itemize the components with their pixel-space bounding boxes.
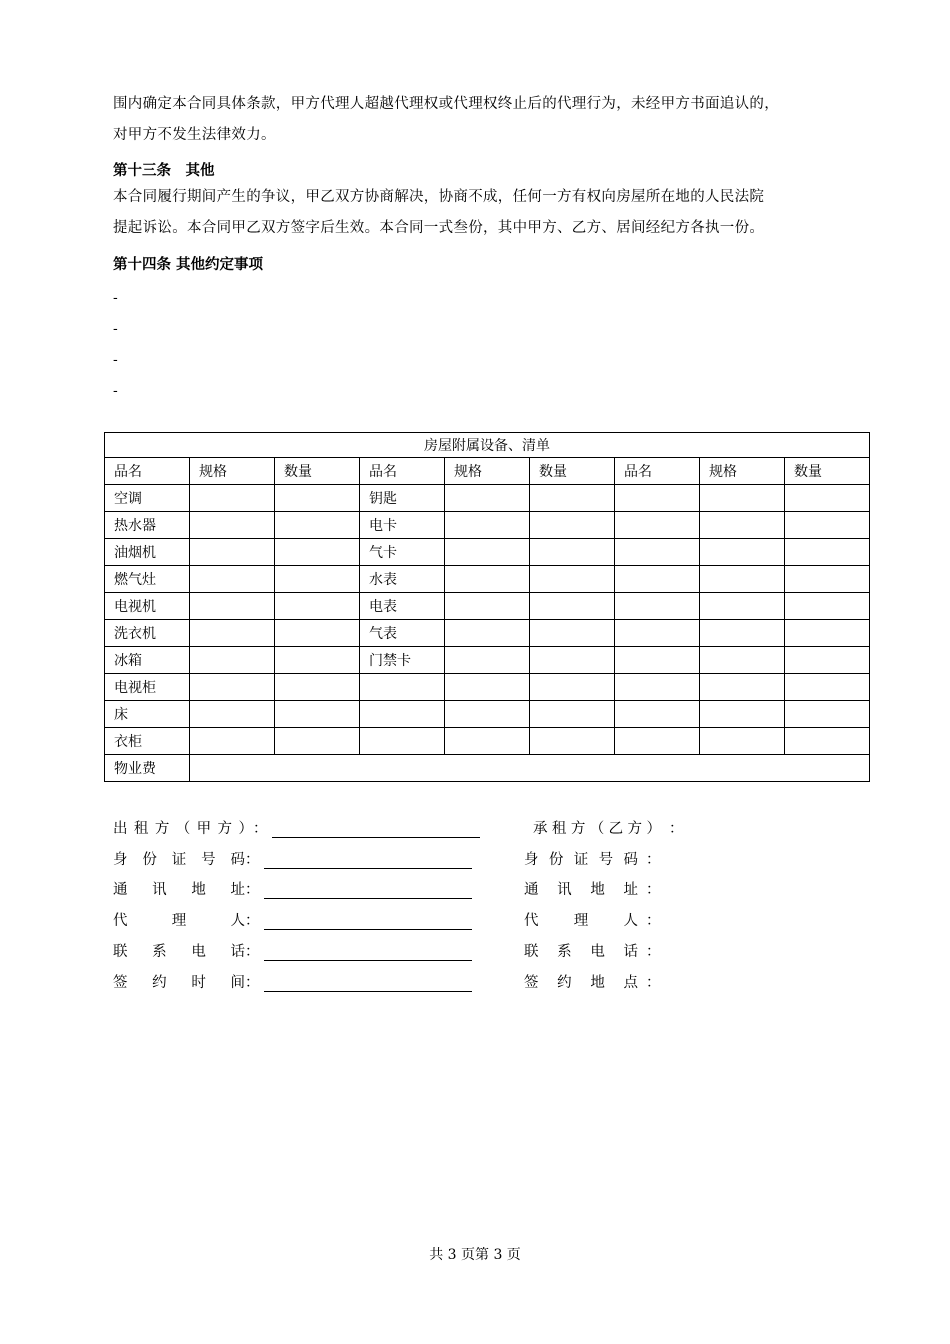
table-cell	[190, 593, 275, 620]
party-b-field-label: 签 约 地 点	[524, 975, 638, 991]
party-a-field-label: 通 讯 地 址	[113, 882, 245, 898]
table-cell	[190, 701, 275, 728]
article-13-paragraph	[113, 182, 873, 244]
table-cell	[615, 512, 700, 539]
column-header: 品名	[105, 458, 190, 485]
party-b-field	[524, 909, 661, 930]
column-header: 数量	[275, 458, 360, 485]
table-cell	[445, 485, 530, 512]
table-row	[105, 728, 870, 755]
table-cell: 水表	[360, 566, 445, 593]
table-cell	[785, 701, 870, 728]
table-cell	[275, 701, 360, 728]
party-b-field	[524, 848, 661, 869]
table-cell	[615, 674, 700, 701]
table-cell	[785, 593, 870, 620]
table-cell	[445, 593, 530, 620]
party-a-field	[113, 817, 480, 838]
column-header: 数量	[530, 458, 615, 485]
table-cell	[360, 728, 445, 755]
column-header: 规格	[190, 458, 275, 485]
table-row	[105, 674, 870, 701]
table-row	[105, 485, 870, 512]
table-cell	[360, 701, 445, 728]
page-footer: 共 3 页第 3 页	[429, 1247, 521, 1263]
party-b-field	[533, 817, 684, 838]
article-13-line-1: 本合同履行期间产生的争议，甲乙双方协商解决，协商不成，任何一方有权向房屋所在地的人民法院	[113, 189, 765, 205]
party-b-field-label: 承 租 方 （ 乙 方 ）	[533, 821, 661, 837]
intro-line-1: 围内确定本合同具体条款，甲方代理人超越代理权或代理权终止后的代理行为，未经甲方书面追认的，	[113, 96, 779, 112]
table-cell	[700, 674, 785, 701]
table-cell	[785, 566, 870, 593]
signature-blank-line[interactable]	[264, 913, 472, 930]
table-cell	[700, 647, 785, 674]
table-cell	[530, 593, 615, 620]
table-cell	[615, 620, 700, 647]
party-a-field-label: 代 理 人	[113, 913, 245, 929]
table-cell	[445, 728, 530, 755]
table-cell: 冰箱	[105, 647, 190, 674]
table-cell: 衣柜	[105, 728, 190, 755]
table-cell	[275, 593, 360, 620]
table-row	[105, 539, 870, 566]
table-cell	[615, 485, 700, 512]
table-cell	[275, 512, 360, 539]
table-cell: 电视机	[105, 593, 190, 620]
party-a-field	[113, 940, 472, 961]
party-a-field	[113, 971, 472, 992]
table-cell	[275, 674, 360, 701]
table-cell: 油烟机	[105, 539, 190, 566]
table-row	[105, 566, 870, 593]
table-cell	[530, 512, 615, 539]
table-cell: 洗衣机	[105, 620, 190, 647]
colon: ：	[669, 821, 684, 837]
table-cell	[275, 485, 360, 512]
column-header: 规格	[700, 458, 785, 485]
table-cell	[275, 647, 360, 674]
property-fee-value	[190, 755, 870, 782]
table-cell: 热水器	[105, 512, 190, 539]
table-cell	[700, 593, 785, 620]
table-cell	[445, 674, 530, 701]
party-b-field	[524, 878, 661, 899]
table-row	[105, 620, 870, 647]
intro-line-2: 对甲方不发生法律效力。	[113, 127, 276, 143]
table-cell: 燃气灶	[105, 566, 190, 593]
article-14-heading: 第十四条 其他约定事项	[113, 257, 264, 273]
colon: ：	[245, 852, 260, 868]
table-cell	[700, 485, 785, 512]
table-cell: 电视柜	[105, 674, 190, 701]
table-cell	[445, 539, 530, 566]
colon: ：	[646, 913, 661, 929]
table-title-row	[105, 433, 870, 458]
table-cell	[445, 647, 530, 674]
table-cell	[445, 512, 530, 539]
property-fee-label: 物业费	[105, 755, 190, 782]
table-cell	[785, 620, 870, 647]
colon: ：	[245, 882, 260, 898]
party-b-field-label: 通 讯 地 址	[524, 882, 638, 898]
table-cell	[275, 728, 360, 755]
signature-blank-line[interactable]	[264, 882, 472, 899]
table-cell	[530, 539, 615, 566]
table-cell	[615, 566, 700, 593]
table-row	[105, 593, 870, 620]
table-cell	[445, 566, 530, 593]
table-cell	[190, 647, 275, 674]
table-cell	[700, 512, 785, 539]
party-a-field	[113, 878, 472, 899]
table-cell	[275, 539, 360, 566]
table-cell: 电卡	[360, 512, 445, 539]
table-header-row	[105, 458, 870, 485]
article-13-heading: 第十三条 其他	[113, 163, 215, 179]
table-row-property-fee	[105, 755, 870, 782]
blank-item-4: -	[113, 383, 118, 399]
colon: ：	[646, 944, 661, 960]
table-cell	[530, 566, 615, 593]
table-cell	[615, 728, 700, 755]
colon: ：	[245, 913, 260, 929]
table-cell	[785, 485, 870, 512]
column-header: 品名	[360, 458, 445, 485]
table-cell	[700, 566, 785, 593]
table-cell: 钥匙	[360, 485, 445, 512]
table-cell	[615, 647, 700, 674]
colon: ：	[253, 821, 268, 837]
table-cell	[615, 593, 700, 620]
table-cell	[190, 674, 275, 701]
signature-blank-line[interactable]	[264, 944, 472, 961]
table-cell: 门禁卡	[360, 647, 445, 674]
table-cell	[700, 728, 785, 755]
table-cell	[785, 728, 870, 755]
table-cell	[360, 674, 445, 701]
colon: ：	[646, 975, 661, 991]
equipment-table	[104, 432, 870, 782]
table-cell: 电表	[360, 593, 445, 620]
party-a-field-label: 出 租 方 （ 甲 方 ）	[113, 821, 253, 837]
table-row	[105, 512, 870, 539]
table-cell	[190, 566, 275, 593]
table-cell	[615, 539, 700, 566]
table-cell	[190, 512, 275, 539]
table-cell	[785, 647, 870, 674]
table-cell: 气表	[360, 620, 445, 647]
party-a-field	[113, 909, 472, 930]
table-cell	[530, 728, 615, 755]
colon: ：	[245, 975, 260, 991]
table-cell: 气卡	[360, 539, 445, 566]
colon: ：	[646, 852, 661, 868]
blank-item-1: -	[113, 290, 118, 306]
table-cell	[700, 539, 785, 566]
table-cell	[700, 620, 785, 647]
table-cell	[530, 701, 615, 728]
intro-paragraph	[113, 89, 873, 151]
table-cell	[700, 701, 785, 728]
table-cell: 床	[105, 701, 190, 728]
table-cell	[530, 620, 615, 647]
table-cell	[530, 485, 615, 512]
table-cell	[785, 512, 870, 539]
table-cell	[445, 620, 530, 647]
column-header: 数量	[785, 458, 870, 485]
blank-item-3: -	[113, 352, 118, 368]
table-cell	[785, 539, 870, 566]
table-cell	[275, 566, 360, 593]
table-row	[105, 701, 870, 728]
column-header: 规格	[445, 458, 530, 485]
table-title: 房屋附属设备、清单	[105, 433, 870, 458]
table-cell	[530, 674, 615, 701]
signature-blank-line[interactable]	[264, 975, 472, 992]
party-a-field-label: 身 份 证 号 码	[113, 852, 245, 868]
table-cell	[190, 485, 275, 512]
table-cell	[275, 620, 360, 647]
table-cell	[190, 728, 275, 755]
article-13-line-2: 提起诉讼。本合同甲乙双方签字后生效。本合同一式叁份，其中甲方、乙方、居间经纪方各执一份。	[113, 220, 765, 236]
table-row	[105, 647, 870, 674]
table-cell	[445, 701, 530, 728]
table-cell	[615, 701, 700, 728]
party-b-field	[524, 940, 661, 961]
party-b-field-label: 联 系 电 话	[524, 944, 638, 960]
table-cell	[785, 674, 870, 701]
signature-blank-line[interactable]	[264, 852, 472, 869]
party-a-field-label: 联 系 电 话	[113, 944, 245, 960]
column-header: 品名	[615, 458, 700, 485]
table-cell: 空调	[105, 485, 190, 512]
table-cell	[190, 539, 275, 566]
blank-item-2: -	[113, 321, 118, 337]
colon: ：	[245, 944, 260, 960]
table-cell	[530, 647, 615, 674]
table-cell	[190, 620, 275, 647]
party-b-field	[524, 971, 661, 992]
party-a-field-label: 签 约 时 间	[113, 975, 245, 991]
colon: ：	[646, 882, 661, 898]
signature-blank-line[interactable]	[272, 821, 480, 838]
party-b-field-label: 代 理 人	[524, 913, 638, 929]
party-a-field	[113, 848, 472, 869]
party-b-field-label: 身 份 证 号 码	[524, 852, 638, 868]
